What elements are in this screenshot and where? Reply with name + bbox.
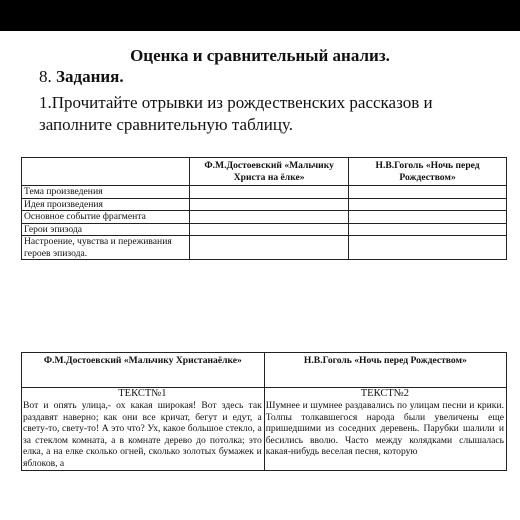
texts-body-row [22,388,507,471]
text1-cell [22,388,265,471]
cell-gogol-idea[interactable] [349,198,507,211]
text1-title: ТЕКСТ№1 [118,388,167,399]
text2-body: Шумнее и шумнее раздавались по улицам песни и крики. Толпы толкавшегося народа были увеличены еще пришедшими из соседних деревень. Парубки шалили и бесились вволю. Часто между колядками слышалась какая-нибудь веселая песня, которую [265,400,504,458]
comparison-col2-header: Н.В.Гоголь «Ночь перед Рождеством» [349,158,507,186]
table-row [22,223,507,236]
section-number: 8. [39,67,52,86]
row-label-theme: Тема произведения [22,186,190,199]
cell-gogol-heroes[interactable] [349,223,507,236]
section-title: Задания. [56,67,124,86]
texts-col1-header: Ф.М.Достоевский «Мальчику Христанаёлке» [22,353,265,388]
table-row [22,198,507,211]
table-row [22,186,507,199]
comparison-header-row [22,158,507,186]
text2-cell [264,388,506,471]
table-row [22,236,507,260]
cell-dostoevsky-idea[interactable] [190,198,349,211]
row-label-heroes: Герои эпизода [22,223,190,236]
texts-col2-header: Н.В.Гоголь «Ночь перед Рождеством» [264,353,506,388]
comparison-col1-header: Ф.М.Достоевский «Мальчику Христа на ёлке» [190,158,349,186]
texts-header-row [22,353,507,388]
comparison-table [21,157,507,260]
row-label-event: Основное событие фрагмента [22,211,190,224]
text1-body: Вот и опять улица,- ох какая широкая! Вот здесь так раздавят наверно; как они все кричат, бегут и едут, а светy-то, свету-то! А это что? Ух, какое большое стекло, а за стеклом комната, а в комнате дерево до потолка; это елка, а на елке сколько огней, сколько золотых бумажек и яблоков, а [23,400,262,469]
comparison-corner-cell [22,158,190,186]
cell-dostoevsky-event[interactable] [190,211,349,224]
cell-dostoevsky-heroes[interactable] [190,223,349,236]
cell-dostoevsky-mood[interactable] [190,236,349,260]
cell-dostoevsky-theme[interactable] [190,186,349,199]
row-label-idea: Идея произведения [22,198,190,211]
cell-gogol-mood[interactable] [349,236,507,260]
row-label-mood: Настроение, чувства и переживания героев эпизода. [22,236,190,260]
page-heading: Оценка и сравнительный анализ. [130,46,390,65]
task-instruction: 1.Прочитайте отрывки из рождественских рассказов и заполните сравнительную таблицу. [39,93,433,134]
text2-title: ТЕКСТ№2 [360,388,410,399]
section-heading [39,67,124,87]
cell-gogol-theme[interactable] [349,186,507,199]
cell-gogol-event[interactable] [349,211,507,224]
table-row [22,211,507,224]
top-black-bar [0,0,520,31]
texts-table [21,352,507,471]
